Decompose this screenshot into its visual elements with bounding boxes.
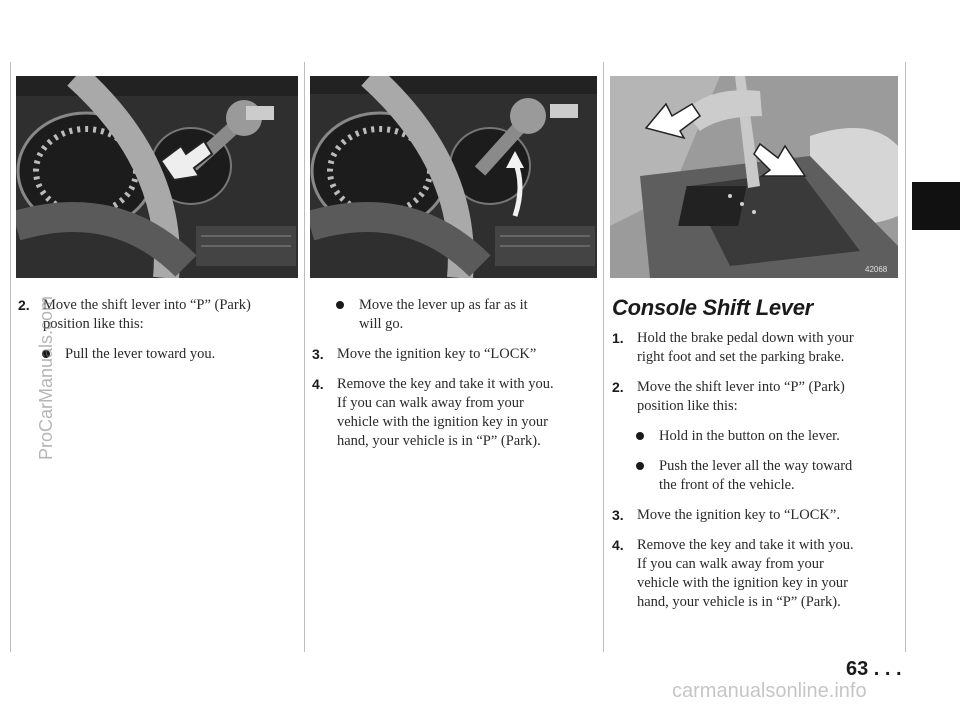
right-bullet-2 [612,457,902,495]
step-text-line: Remove the key and take it with you. [337,376,554,392]
bullet-dot [636,462,644,470]
photo-column-lever-up [310,76,597,278]
left-step-2 [18,296,300,334]
step-text-line: Hold the brake pedal down with your [637,330,854,346]
step-number: 2. [18,297,30,313]
step-number: 4. [312,376,324,392]
bullet-text-line: Push the lever all the way toward [659,458,853,474]
step-text-line: right foot and set the parking brake. [637,349,845,365]
step-text-line: If you can walk away from your [337,395,524,411]
middle-column [312,296,598,462]
right-bullet-1 [612,427,902,446]
step-number: 2. [612,379,624,395]
middle-bullet-1 [312,296,598,334]
step-text-line: hand, your vehicle is in “P” (Park). [637,594,841,610]
column-rule-middle [304,62,305,652]
step-text-line: position like this: [637,398,738,414]
step-text-line: position like this: [43,316,144,332]
step-text-line: Move the shift lever into “P” (Park) [43,297,251,313]
section-tab-marker [912,182,960,230]
left-bullet-1 [18,345,300,364]
bullet-text: Pull the lever toward you. [65,346,216,362]
step-text-line: hand, your vehicle is in “P” (Park). [337,433,541,449]
step-number: 4. [612,537,624,553]
right-column [612,295,902,623]
step-number: 1. [612,330,624,346]
image-code-label: 42068 [865,265,888,274]
middle-step-4 [312,375,598,451]
column-rule-right [603,62,604,652]
bullet-dot [636,432,644,440]
watermark-left: ProCarManuals.com [36,295,56,460]
step-text-line: Move the shift lever into “P” (Park) [637,379,845,395]
step-text-line: vehicle with the ignition key in your [637,575,849,591]
bullet-text: Hold in the button on the lever. [659,428,840,444]
step-number: 3. [612,507,624,523]
bullet-dot [336,301,344,309]
step-text-line: vehicle with the ignition key in your [337,414,549,430]
right-step-2 [612,378,902,416]
step-text: Move the ignition key to “LOCK” [337,346,537,362]
bullet-text-line: the front of the vehicle. [659,477,795,493]
step-text: Move the ignition key to “LOCK”. [637,507,840,523]
right-step-3 [612,506,902,525]
bullet-text-line: Move the lever up as far as it [359,297,528,313]
photo-column-lever-pull [16,76,298,278]
step-number: 3. [312,346,324,362]
bullet-text-line: will go. [359,316,404,332]
photo-console-shift-lever [610,76,898,278]
right-step-4 [612,536,902,612]
watermark-bottom: carmanualsonline.info [672,680,867,702]
step-text-line: Remove the key and take it with you. [637,537,854,553]
right-step-1 [612,329,902,367]
page-number: 63 . . . [846,658,902,680]
column-rule-far-right [905,62,906,652]
step-text-line: If you can walk away from your [637,556,824,572]
column-rule-left [10,62,11,652]
section-heading: Console Shift Lever [612,295,813,320]
middle-step-3 [312,345,598,364]
left-column [18,296,300,375]
